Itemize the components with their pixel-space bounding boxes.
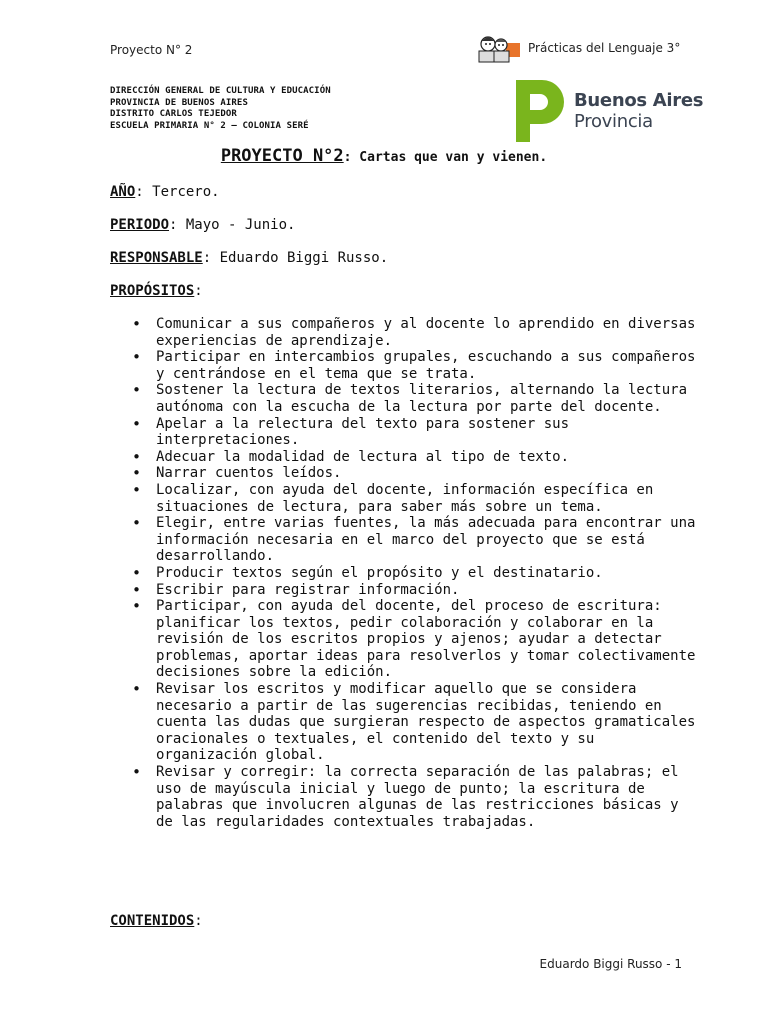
purpose-item: • Producir textos según el propósito y el destinatario. [156, 565, 696, 582]
buenos-aires-p-icon [512, 80, 564, 142]
purpose-item: • Escribir para registrar información. [156, 582, 696, 599]
field-value: : Mayo - Junio. [169, 217, 296, 233]
field-contenidos [110, 913, 203, 929]
field-value: : Eduardo Biggi Russo. [202, 250, 389, 266]
brand-line-1: Buenos Aires [574, 90, 704, 111]
children-reading-icon [476, 33, 520, 63]
header-project-label: Proyecto N° 2 [110, 43, 193, 57]
subject-label: Prácticas del Lenguaje 3° [528, 41, 681, 55]
field-label: CONTENIDOS [110, 913, 195, 929]
field-value: : [194, 283, 203, 299]
header-subject [476, 33, 680, 63]
purpose-item: • Revisar los escritos y modificar aquello que se considera necesario a partir de las sugerencias recibidas, teniendo en cuenta las dudas que surgieran respecto de aspectos gramaticales oracionales o textuales, el contenido del texto y su organización global. [156, 681, 696, 764]
title-main: PROYECTO N°2 [220, 146, 344, 166]
purpose-item: • Elegir, entre varias fuentes, la más adecuada para encontrar una información necesaria en el marco del proyecto que se está desarrollando. [156, 515, 696, 565]
page-footer: Eduardo Biggi Russo - 1 [539, 957, 682, 971]
purpose-item: • Apelar a la relectura del texto para sostener sus interpretaciones. [156, 416, 696, 449]
purposes-list [156, 316, 696, 830]
purpose-item: • Participar en intercambios grupales, escuchando a sus compañeros y centrándose en el tema que se trata. [156, 349, 696, 382]
page-title [0, 146, 768, 166]
field-label: RESPONSABLE [110, 250, 203, 266]
buenos-aires-logo [512, 80, 703, 142]
field-label: PERIODO [110, 217, 170, 233]
purpose-item: • Revisar y corregir: la correcta separación de las palabras; el uso de mayúscula inicial y luego de punto; la escritura de palabras que involucren algunas de las restricciones básicas y de las regularidades contextuales trabajadas. [156, 764, 696, 830]
field-periodo [110, 217, 295, 233]
purpose-item: • Adecuar la modalidad de lectura al tipo de texto. [156, 449, 696, 466]
field-label: AÑO [110, 184, 136, 200]
purpose-item: • Sostener la lectura de textos literarios, alternando la lectura autónoma con la escucha de la lectura por parte del docente. [156, 382, 696, 415]
purpose-item: • Comunicar a sus compañeros y al docente lo aprendido en diversas experiencias de aprendizaje. [156, 316, 696, 349]
purpose-item: • Narrar cuentos leídos. [156, 465, 696, 482]
purpose-item: • Participar, con ayuda del docente, del proceso de escritura: planificar los textos, pedir colaboración y colaborar en la revisión de los escritos propios y ajenos; ayudar a detectar problemas, aportar ideas para resolverlos y tomar colectivamente decisiones sobre la edición. [156, 598, 696, 681]
institution-line: DISTRITO CARLOS TEJEDOR [110, 109, 237, 119]
institution-line: ESCUELA PRIMARIA N° 2 – COLONIA SERÉ [110, 120, 309, 131]
title-sub: : Cartas que van y vienen. [343, 150, 548, 165]
field-label: PROPÓSITOS [110, 283, 195, 299]
purpose-item: • Localizar, con ayuda del docente, información específica en situaciones de lectura, para saber más sobre un tema. [156, 482, 696, 515]
field-value: : Tercero. [135, 184, 220, 200]
field-value: : [194, 913, 203, 929]
field-responsable [110, 250, 388, 266]
institution-line: PROVINCIA DE BUENOS AIRES [110, 97, 248, 108]
institution-line: DIRECCIÓN GENERAL DE CULTURA Y EDUCACIÓN [110, 86, 331, 96]
field-ano [110, 184, 220, 200]
brand-line-2: Provincia [574, 111, 653, 132]
institution-block [110, 86, 331, 132]
field-propositos [110, 283, 203, 299]
